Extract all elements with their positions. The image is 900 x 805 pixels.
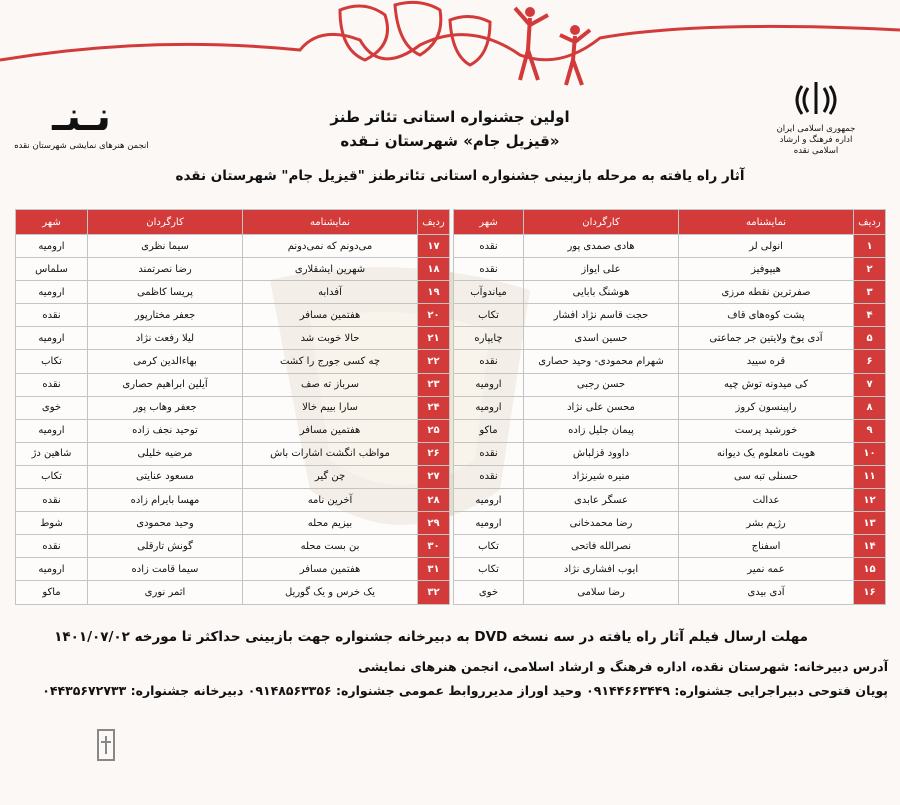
row-separator bbox=[450, 281, 454, 304]
director-name: عسگر عابدی bbox=[524, 489, 679, 512]
director-name: سیما نظری bbox=[88, 235, 243, 258]
play-name: حالا خوبت شد bbox=[243, 327, 418, 350]
row-index: ۱۸ bbox=[418, 258, 450, 281]
director-name: پریسا کاظمی bbox=[88, 281, 243, 304]
city-name: ماکو bbox=[454, 419, 524, 442]
play-name: راپینسون کروز bbox=[679, 396, 854, 419]
table-row bbox=[16, 558, 886, 581]
table-row bbox=[16, 442, 886, 465]
play-name: هفتمین مسافر bbox=[243, 558, 418, 581]
table-row bbox=[16, 235, 886, 258]
table-row bbox=[16, 512, 886, 535]
play-name: قره سیید bbox=[679, 350, 854, 373]
director-name: وحید محمودی bbox=[88, 512, 243, 535]
play-name: بیزیم محله bbox=[243, 512, 418, 535]
table-row bbox=[16, 350, 886, 373]
contact-phones: پویان فتوحی دبیراجرایی جشنواره: ۰۹۱۴۴۶۶۳۴۴۹ وحید اوراز مدیرروابط عمومی جشنواره: ۰۹۱۴۸۵۶۳۳۵۶ دبیرخانه جشنواره: ۰۴۴۳۵۶۷۲۷۳۳ bbox=[42, 683, 888, 698]
row-index: ۶ bbox=[854, 350, 886, 373]
director-name: نصرالله فاتحی bbox=[524, 535, 679, 558]
play-name: آفدابه bbox=[243, 281, 418, 304]
emblem-caption-2: اداره فرهنگ و ارشاد اسلامی نقده bbox=[779, 135, 853, 156]
play-name: صفرترین نقطه مرزی bbox=[679, 281, 854, 304]
city-name: تکاب bbox=[16, 350, 88, 373]
table-row bbox=[16, 581, 886, 604]
table-row bbox=[16, 396, 886, 419]
city-name: تکاب bbox=[454, 535, 524, 558]
play-name: هفتمین مسافر bbox=[243, 419, 418, 442]
row-separator bbox=[450, 581, 454, 604]
row-index: ۵ bbox=[854, 327, 886, 350]
play-name: پشت کوه‌های قاف bbox=[679, 304, 854, 327]
city-name: نقده bbox=[454, 258, 524, 281]
row-index: ۳۱ bbox=[418, 558, 450, 581]
city-name: ارومیه bbox=[454, 489, 524, 512]
director-name: پیمان جلیل زاده bbox=[524, 419, 679, 442]
city-name: ماکو bbox=[16, 581, 88, 604]
director-name: جعفر مختارپور bbox=[88, 304, 243, 327]
director-name: رضا نصرتمند bbox=[88, 258, 243, 281]
festival-title: اولین جشنواره استانی تئاتر طنز bbox=[330, 108, 570, 126]
row-index: ۱۰ bbox=[854, 442, 886, 465]
row-index: ۱۶ bbox=[854, 581, 886, 604]
play-name: رژیم بشر bbox=[679, 512, 854, 535]
col-separator bbox=[450, 210, 454, 235]
row-separator bbox=[450, 512, 454, 535]
director-name: حجت قاسم نژاد افشار bbox=[524, 304, 679, 327]
play-name: می‌دونم که نمی‌دونم bbox=[243, 235, 418, 258]
table-row bbox=[16, 281, 886, 304]
play-name: کی میدونه توش چیه bbox=[679, 373, 854, 396]
row-index: ۲ bbox=[854, 258, 886, 281]
director-name: آیلین ابراهیم حصاری bbox=[88, 373, 243, 396]
row-index: ۹ bbox=[854, 419, 886, 442]
play-name: مواظب انگشت اشارات باش bbox=[243, 442, 418, 465]
director-name: منیره شیرنژاد bbox=[524, 465, 679, 488]
row-index: ۱ bbox=[854, 235, 886, 258]
row-separator bbox=[450, 235, 454, 258]
city-name: ارومیه bbox=[454, 396, 524, 419]
city-name: نقده bbox=[16, 535, 88, 558]
play-name: هیپوفیز bbox=[679, 258, 854, 281]
city-name: میاندوآب bbox=[454, 281, 524, 304]
play-name: آدی یوخ ولایتین جر جماعتی bbox=[679, 327, 854, 350]
row-index: ۷ bbox=[854, 373, 886, 396]
city-name: نقده bbox=[454, 465, 524, 488]
city-name: نقده bbox=[16, 304, 88, 327]
city-name: تکاب bbox=[454, 558, 524, 581]
city-name: ارومیه bbox=[454, 373, 524, 396]
table-row bbox=[16, 419, 886, 442]
col-index: ردیف bbox=[854, 210, 886, 235]
play-name: چن گیر bbox=[243, 465, 418, 488]
row-index: ۲۱ bbox=[418, 327, 450, 350]
row-index: ۴ bbox=[854, 304, 886, 327]
col-director: کارگردان bbox=[524, 210, 679, 235]
col-index: ردیف bbox=[418, 210, 450, 235]
play-name: هفتمین مسافر bbox=[243, 304, 418, 327]
city-name: ارومیه bbox=[16, 327, 88, 350]
col-play: نمایشنامه bbox=[243, 210, 418, 235]
director-name: داوود قزلباش bbox=[524, 442, 679, 465]
row-index: ۱۳ bbox=[854, 512, 886, 535]
director-name: ایوب افشاری نژاد bbox=[524, 558, 679, 581]
emblem-caption-1: جمهوری اسلامی ایران bbox=[776, 124, 856, 134]
row-index: ۲۸ bbox=[418, 489, 450, 512]
row-separator bbox=[450, 465, 454, 488]
city-name: شاهین دژ bbox=[16, 442, 88, 465]
city-name: نقده bbox=[16, 489, 88, 512]
director-name: لیلا رفعت نژاد bbox=[88, 327, 243, 350]
play-name: آخرین نامه bbox=[243, 489, 418, 512]
row-separator bbox=[450, 535, 454, 558]
col-city: شهر bbox=[16, 210, 88, 235]
director-name: مسعود عنایتی bbox=[88, 465, 243, 488]
list-heading: آثار راه یافته به مرحله بازبینی جشنواره استانی تئاترطنز "قیزیل جام" شهرستان نقده bbox=[175, 168, 745, 184]
director-name: هادی صمدی پور bbox=[524, 235, 679, 258]
table-row bbox=[16, 327, 886, 350]
table-row bbox=[16, 465, 886, 488]
play-name: آدی بیدی bbox=[679, 581, 854, 604]
row-separator bbox=[450, 373, 454, 396]
row-separator bbox=[450, 350, 454, 373]
row-index: ۳۰ bbox=[418, 535, 450, 558]
row-index: ۱۷ bbox=[418, 235, 450, 258]
row-index: ۲۳ bbox=[418, 373, 450, 396]
director-name: بهاءالدین کرمی bbox=[88, 350, 243, 373]
play-name: حسنلی تبه سی bbox=[679, 465, 854, 488]
city-name: نقده bbox=[16, 373, 88, 396]
city-name: ارومیه bbox=[454, 512, 524, 535]
city-name: خوی bbox=[16, 396, 88, 419]
row-index: ۱۵ bbox=[854, 558, 886, 581]
director-name: شهرام محمودی- وحید حصاری bbox=[524, 350, 679, 373]
city-name: شوط bbox=[16, 512, 88, 535]
source-watermark-badge bbox=[70, 722, 170, 772]
secretariat-address: آدرس دبیرخانه: شهرستان نقده، اداره فرهنگ و ارشاد اسلامی، انجمن هنرهای نمایشی bbox=[358, 659, 888, 674]
city-name: نقده bbox=[454, 442, 524, 465]
row-separator bbox=[450, 304, 454, 327]
deadline-note: مهلت ارسال فیلم آثار راه یافته در سه نسخه DVD به دبیرخانه جشنواره جهت بازبینی حداکثر تا مورخه ۱۴۰۱/۰۷/۰۲ bbox=[54, 629, 808, 645]
row-index: ۱۲ bbox=[854, 489, 886, 512]
play-name: انولی لر bbox=[679, 235, 854, 258]
row-separator bbox=[450, 442, 454, 465]
row-separator bbox=[450, 258, 454, 281]
city-name: ارومیه bbox=[16, 281, 88, 304]
play-name: شهرین ایشقلاری bbox=[243, 258, 418, 281]
director-name: حسین اسدی bbox=[524, 327, 679, 350]
row-index: ۲۵ bbox=[418, 419, 450, 442]
city-name: ارومیه bbox=[16, 558, 88, 581]
director-name: هوشنگ بابایی bbox=[524, 281, 679, 304]
play-name: سارا بییم خالا bbox=[243, 396, 418, 419]
row-separator bbox=[450, 558, 454, 581]
play-name: خورشید پرست bbox=[679, 419, 854, 442]
director-name: محسن علی نژاد bbox=[524, 396, 679, 419]
director-name: علی ایواز bbox=[524, 258, 679, 281]
city-name: ارومیه bbox=[16, 419, 88, 442]
director-name: رضا سلامی bbox=[524, 581, 679, 604]
festival-subtitle: «قیزیل جام» شهرستان نـقده bbox=[340, 132, 560, 150]
play-name: عدالت bbox=[679, 489, 854, 512]
city-name: تکاب bbox=[454, 304, 524, 327]
table-row bbox=[16, 258, 886, 281]
row-separator bbox=[450, 419, 454, 442]
director-name: اثمر نوری bbox=[88, 581, 243, 604]
row-separator bbox=[450, 327, 454, 350]
accepted-works-table bbox=[15, 209, 886, 605]
table-row bbox=[16, 535, 886, 558]
row-index: ۳۲ bbox=[418, 581, 450, 604]
row-index: ۲۹ bbox=[418, 512, 450, 535]
play-name: سرباز ته صف bbox=[243, 373, 418, 396]
logo-caption: انجمن هنرهای نمایشی شهرستان نقده bbox=[14, 141, 149, 151]
row-index: ۲۰ bbox=[418, 304, 450, 327]
director-name: گونش تارقلی bbox=[88, 535, 243, 558]
city-name: نقده bbox=[454, 350, 524, 373]
play-name: چه کسی جورج را کشت bbox=[243, 350, 418, 373]
row-separator bbox=[450, 489, 454, 512]
row-index: ۱۱ bbox=[854, 465, 886, 488]
director-name: سیما قامت زاده bbox=[88, 558, 243, 581]
city-name: سلماس bbox=[16, 258, 88, 281]
table-row bbox=[16, 304, 886, 327]
city-name: چایپاره bbox=[454, 327, 524, 350]
play-name: اسفناج bbox=[679, 535, 854, 558]
director-name: رضا محمدخانی bbox=[524, 512, 679, 535]
row-index: ۲۷ bbox=[418, 465, 450, 488]
city-name: خوی bbox=[454, 581, 524, 604]
row-index: ۱۴ bbox=[854, 535, 886, 558]
row-index: ۱۹ bbox=[418, 281, 450, 304]
logo-mark: نـنـ bbox=[52, 94, 111, 140]
director-name: جعفر وهاب پور bbox=[88, 396, 243, 419]
row-index: ۲۴ bbox=[418, 396, 450, 419]
director-name: حسن رجبی bbox=[524, 373, 679, 396]
city-name: تکاب bbox=[16, 465, 88, 488]
row-index: ۲۲ bbox=[418, 350, 450, 373]
theatre-masks-banner bbox=[0, 0, 900, 90]
table-row bbox=[16, 489, 886, 512]
row-index: ۳ bbox=[854, 281, 886, 304]
play-name: بن بست محله bbox=[243, 535, 418, 558]
city-name: ارومیه bbox=[16, 235, 88, 258]
table-header-row bbox=[16, 210, 886, 235]
play-name: یک خرس و یک گوریل bbox=[243, 581, 418, 604]
play-name: عمه نمیر bbox=[679, 558, 854, 581]
director-name: مرضیه خلیلی bbox=[88, 442, 243, 465]
row-index: ۸ bbox=[854, 396, 886, 419]
col-city: شهر bbox=[454, 210, 524, 235]
city-name: نقده bbox=[454, 235, 524, 258]
play-name: هویت نامعلوم یک دیوانه bbox=[679, 442, 854, 465]
director-name: مهسا بایرام زاده bbox=[88, 489, 243, 512]
table-row bbox=[16, 373, 886, 396]
director-name: توحید نجف زاده bbox=[88, 419, 243, 442]
row-separator bbox=[450, 396, 454, 419]
col-director: کارگردان bbox=[88, 210, 243, 235]
row-index: ۲۶ bbox=[418, 442, 450, 465]
col-play: نمایشنامه bbox=[679, 210, 854, 235]
